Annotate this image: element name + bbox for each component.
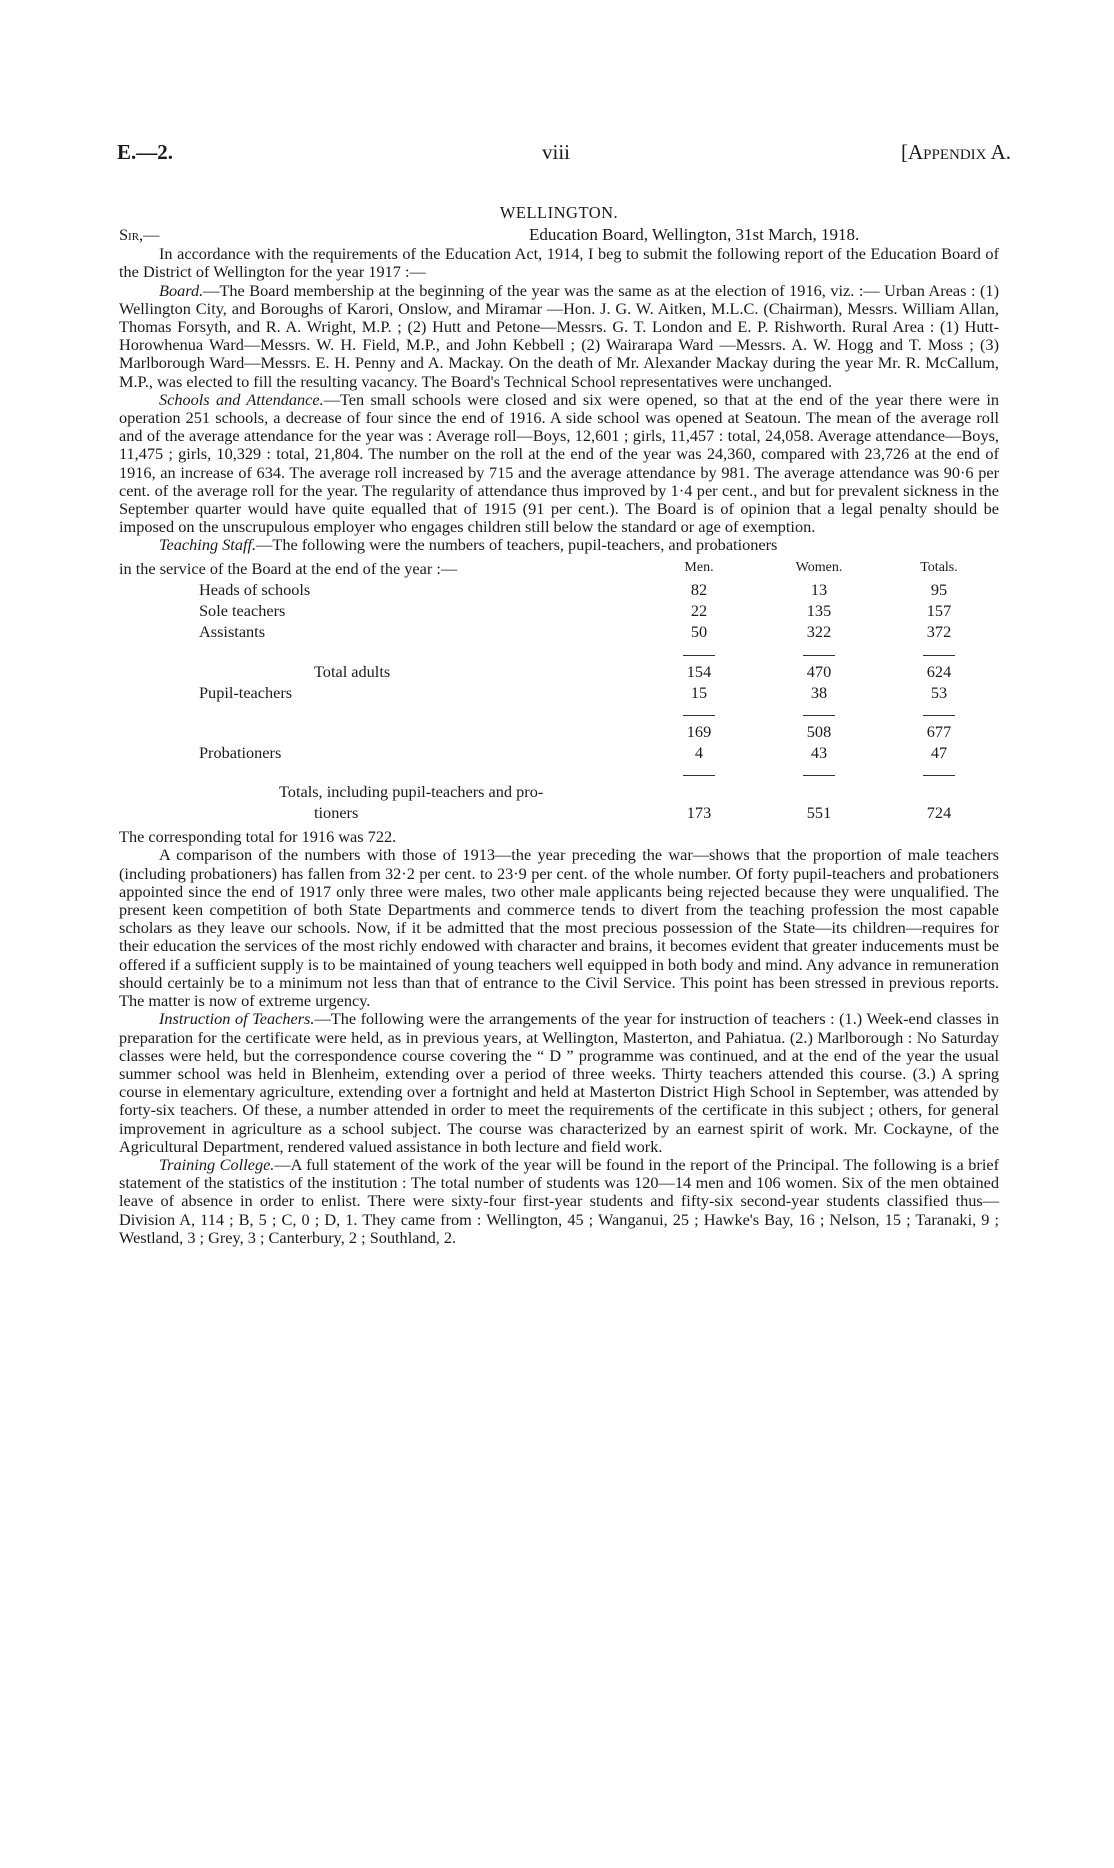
board-paragraph bbox=[119, 282, 999, 391]
col-men: Men. bbox=[684, 560, 714, 576]
page-number: viii bbox=[542, 140, 571, 164]
col-women: Women. bbox=[795, 560, 843, 576]
salutation-row bbox=[119, 226, 999, 245]
cell-men: 4 bbox=[694, 742, 704, 762]
table-row bbox=[119, 660, 999, 681]
cell-totals: 724 bbox=[926, 803, 952, 823]
cell-women: 43 bbox=[810, 742, 828, 762]
dateline: Education Board, Wellington, 31st March, 1918. bbox=[529, 225, 860, 245]
cell-women: 470 bbox=[806, 661, 832, 681]
row-label: Pupil-teachers bbox=[199, 682, 293, 702]
cell-totals: 624 bbox=[926, 661, 952, 681]
cell-women: 551 bbox=[806, 803, 832, 823]
table-row bbox=[119, 801, 999, 822]
cell-totals: 53 bbox=[930, 682, 948, 702]
staff-heading: Teaching Staff. bbox=[159, 535, 257, 555]
instruction-heading: Instruction of Teachers. bbox=[159, 1009, 315, 1029]
report-code: E.—2. bbox=[117, 140, 174, 164]
cell-men: 173 bbox=[686, 803, 712, 823]
table-rule bbox=[119, 642, 999, 660]
row-label: Total adults bbox=[314, 661, 391, 681]
row-label: Totals, including pupil-teachers and pro- bbox=[279, 782, 544, 802]
report-title: WELLINGTON. bbox=[499, 203, 619, 222]
board-heading: Board. bbox=[159, 280, 204, 300]
teaching-staff-table bbox=[119, 557, 999, 823]
training-heading: Training College. bbox=[159, 1154, 275, 1174]
staff-text-1: —The following were the numbers of teachers, pupil-teachers, and probationers bbox=[256, 535, 778, 555]
table-rule bbox=[119, 702, 999, 720]
training-paragraph bbox=[119, 1156, 999, 1247]
board-text: —The Board membership at the beginning of the year was the same as at the election of 1916, viz. :— Urban Areas : (1) Wellington City, and Boroughs of Karori, Onslow, and Miramar —Hon. J. G. W. Aitken, M.L.C. (Chairman), Messrs. William Allan, Thomas Forsyth, and R. A. Wright, M.P. ; (2) Hutt and Petone—Messrs. G. T. London and E. P. Rishworth. Rural Area : (1) Hutt-Horowhenua Ward—Messrs. W. H. Field, M.P., and John Kebbell ; (2) Wairarapa Ward —Messrs. A. W. Hogg and T. Moss ; (3) Marlborough Ward—Messrs. E. H. Penny and A. Mackay. On the death of Mr. Alexander Mackay during the year Mr. R. McCallum, M.P., was elected to fill the resulting vacancy. The Board's Technical School representatives were unchanged. bbox=[119, 280, 999, 391]
cell-women: 322 bbox=[806, 622, 832, 642]
cell-totals: 95 bbox=[930, 580, 948, 600]
cell-totals: 677 bbox=[926, 721, 952, 741]
table-row bbox=[119, 681, 999, 702]
instruction-paragraph bbox=[119, 1010, 999, 1156]
comparison-paragraph: A comparison of the numbers with those of 1913—the year preceding the war—shows that the proportion of male teachers (including probationers) has fallen from 32·2 per cent. to 23·9 per cent. of the whole number. Of forty pupil-teachers and probationers appointed since the end of 1917 only three were males, two other male applicants being rejected because they were unqualified. The present keen competition of both State Departments and commerce tends to divert from the teaching profession the most capable scholars as they leave our schools. Now, if it be admitted that the most precious possession of the State—its children—requires for their education the services of the most richly endowed with character and brains, it becomes evident that greater inducements must be offered if a sufficient supply is to be maintained of young teachers well equipped in both body and mind. Any advance in remuneration should certainly be to a minimum not less than that of entrance to the Civil Service. This point has been stressed in previous reports. The matter is now of extreme urgency. bbox=[119, 845, 999, 1011]
cell-women: 13 bbox=[810, 580, 828, 600]
col-totals: Totals. bbox=[920, 560, 958, 576]
table-row bbox=[119, 579, 999, 600]
row-label: Sole teachers bbox=[199, 601, 286, 621]
cell-totals: 157 bbox=[926, 601, 952, 621]
cell-women: 135 bbox=[806, 601, 832, 621]
row-label: Assistants bbox=[199, 622, 266, 642]
report-body bbox=[119, 204, 999, 1247]
table-row bbox=[119, 741, 999, 762]
intro-paragraph: In accordance with the requirements of the Education Act, 1914, I beg to submit the following report of the Education Board of the District of Wellington for the year 1917 :— bbox=[119, 244, 999, 282]
cell-men: 50 bbox=[690, 622, 708, 642]
running-head bbox=[117, 140, 1011, 168]
instruction-text: —The following were the arrangements of the year for instruction of teachers : (1.) Week-end classes in preparation for the certificate were held, as in previous years, at Wellington, Masterton, and Pahiatua. (2.) Marlborough : No Saturday classes were held, but the correspondence course covering the “ D ” programme was continued, and at the end of the year the usual summer school was held in Blenheim, extending over a period of three weeks. Thirty teachers attended this course. (3.) A spring course in elementary agriculture, extending over a fortnight and held at Masterton District High School in September, was attended by forty-six teachers. Of these, a number attended in order to meet the requirements of the certificate in this subject ; others, for general improvement in agriculture as a school subject. The course was characterized by an earnest spirit of work. Mr. Cockayne, of the Agricultural Department, rendered valued assistance in both lecture and field work. bbox=[119, 1009, 999, 1156]
cell-totals: 372 bbox=[926, 622, 952, 642]
row-label-cont: tioners bbox=[314, 803, 359, 823]
cell-totals: 47 bbox=[930, 742, 948, 762]
table-row bbox=[119, 720, 999, 741]
cell-men: 22 bbox=[690, 601, 708, 621]
staff-text-2: in the service of the Board at the end of the year :— bbox=[119, 559, 458, 579]
cell-women: 38 bbox=[810, 682, 828, 702]
appendix-label: [Appendix A. bbox=[900, 140, 1011, 164]
table-row bbox=[119, 600, 999, 621]
schools-text: —Ten small schools were closed and six were opened, so that at the end of the year there were in operation 251 schools, a decrease of four since the end of 1916. A side school was opened at Seatoun. The mean of the average roll and of the average attendance for the year was : Average roll—Boys, 12,601 ; girls, 11,457 : total, 24,058. Average attendance—Boys, 11,475 ; girls, 10,329 : total, 21,804. The number on the roll at the end of the year was 24,360, compared with 23,726 at the end of 1916, an increase of 634. The average roll increased by 715 and the average attendance by 981. The average attendance was 90·6 per cent. of the average roll for the year. The regularity of attendance thus improved by 1·4 per cent., and but for prevalent sickness in the September quarter would have quite equalled that of 1915 (91 per cent.). The Board is of opinion that a legal penalty should be imposed on the unscrupulous employer who engages children still below the standard or age of exemption. bbox=[119, 389, 999, 537]
cell-men: 15 bbox=[690, 682, 708, 702]
cell-men: 169 bbox=[686, 721, 712, 741]
table-rule bbox=[119, 762, 999, 780]
staff-paragraph bbox=[119, 536, 999, 554]
schools-paragraph bbox=[119, 391, 999, 537]
cell-men: 82 bbox=[690, 580, 708, 600]
corresponding-total: The corresponding total for 1916 was 722. bbox=[119, 827, 397, 847]
row-label: Heads of schools bbox=[199, 580, 311, 600]
cell-men: 154 bbox=[686, 661, 712, 681]
row-label: Probationers bbox=[199, 742, 282, 762]
table-row bbox=[119, 621, 999, 642]
salutation: Sir,— bbox=[119, 225, 160, 245]
training-text: —A full statement of the work of the year will be found in the report of the Principal. The following is a brief statement of the statistics of the institution : The total number of students was 120—14 men and 106 women. Six of the men obtained leave of absence in order to enlist. There were sixty-four first-year students and fifty-six second-year students classified thus—Division A, 114 ; B, 5 ; C, 0 ; D, 1. They came from : Wellington, 45 ; Wanganui, 25 ; Hawke's Bay, 16 ; Nelson, 15 ; Taranaki, 9 ; Westland, 3 ; Grey, 3 ; Canterbury, 2 ; Southland, 2. bbox=[119, 1154, 999, 1247]
table-row bbox=[119, 780, 999, 801]
schools-heading: Schools and Attendance. bbox=[159, 389, 324, 409]
table-intro-row bbox=[119, 557, 999, 579]
cell-women: 508 bbox=[806, 721, 832, 741]
